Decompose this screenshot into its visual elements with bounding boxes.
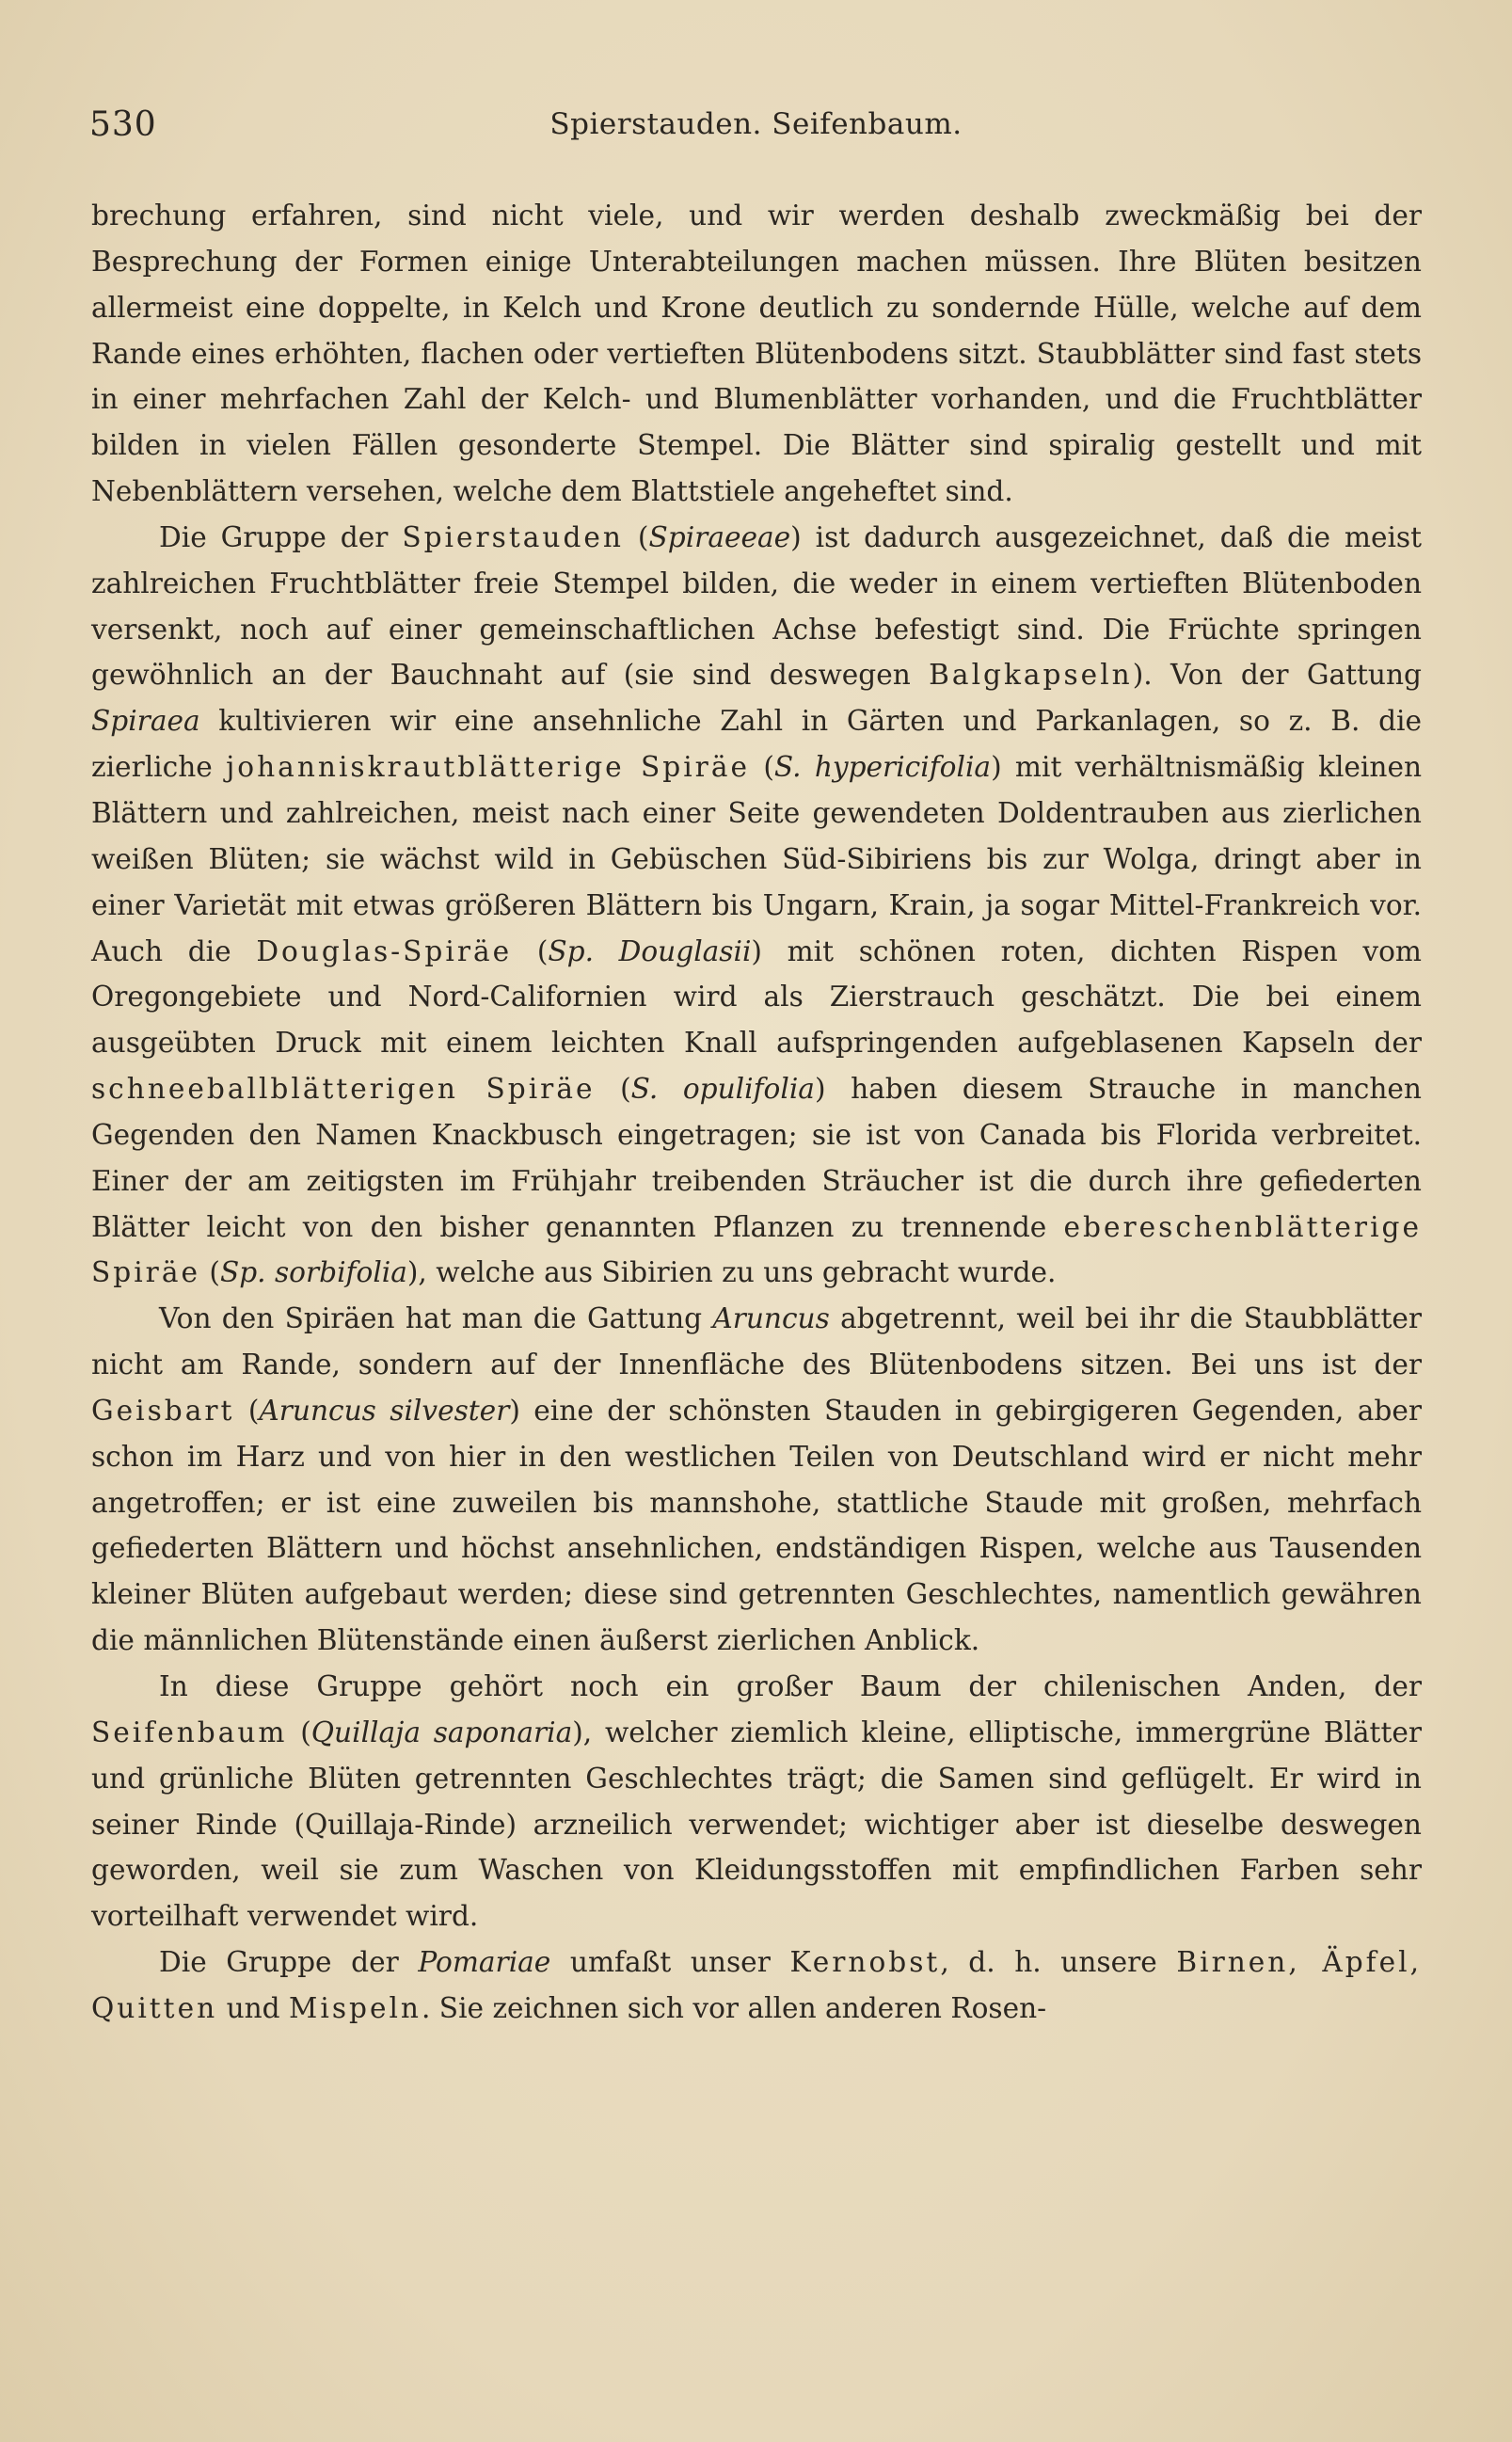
emphasized-term: Balgkapseln <box>929 659 1133 692</box>
paragraph <box>91 193 1422 515</box>
text-run: kultivieren wir eine ansehnliche Zahl in Gärten und Parkanlagen, so z. B. die zierliche <box>91 705 1422 784</box>
text-run: umfaßt unser <box>550 1946 790 1979</box>
page-number: 530 <box>89 105 157 144</box>
text-run: ) mit verhältnismäßig kleinen Blättern und zahlreichen, meist nach einer Seite gewendeten Doldentrauben aus zierlichen weißen Blüten; sie wächst wild in Gebüschen Süd-Sibiriens bis zur Wolga, dringt aber in einer Varietät mit etwas größeren Blättern bis Ungarn, Krain, ja sogar Mittel-Frankreich vor. Auch die <box>91 751 1423 967</box>
latin-name: S. hypericifolia <box>773 751 992 784</box>
text-run: ( <box>750 751 774 784</box>
text-run: , d. h. unsere <box>940 1946 1177 1979</box>
latin-name: Spiraea <box>91 705 200 738</box>
text-run: ( <box>200 1256 220 1289</box>
text-run: ), welche aus Sibirien zu uns gebracht wurde. <box>406 1256 1057 1289</box>
text-run: Die Gruppe der <box>159 1946 419 1979</box>
text-run: . Sie zeichnen sich vor allen anderen Rosen- <box>421 1991 1047 2024</box>
text-run: ), welcher ziemlich kleine, elliptische, immergrüne Blätter und grünliche Blüten getrennten Geschlechtes trägt; die Samen sind geflügelt. Er wird in seiner Rinde (Quillaja-Rinde) arzneilich verwendet; wichtiger aber ist dieselbe deswegen geworden, weil sie zum Waschen von Kleidungsstoffen mit empfindlichen Farben sehr vorteilhaft verwendet wird. <box>91 1716 1422 1933</box>
text-run: ( <box>512 934 549 967</box>
latin-name: Spiraeeae <box>648 520 791 553</box>
text-run: abgetrennt, weil bei ihr die Staubblätter nicht am Rande, sondern auf der Innenfläche des Blütenbodens sitzen. Bei uns ist der <box>91 1302 1422 1381</box>
emphasized-term: Birnen, Äpfel, Quitten <box>91 1946 1422 2024</box>
emphasized-term: Kernobst <box>789 1946 941 1979</box>
paragraph <box>91 1939 1422 2032</box>
latin-name: Quillaja saponaria <box>310 1716 573 1748</box>
latin-name: Aruncus <box>712 1302 830 1335</box>
text-run: In diese Gruppe gehört noch ein großer Baum der chilenischen Anden, der <box>159 1670 1422 1702</box>
paragraph <box>91 1664 1422 1939</box>
text-run: ( <box>595 1073 631 1106</box>
latin-name: Sp. Douglasii <box>548 934 752 967</box>
paragraph <box>91 1296 1422 1664</box>
text-run: und <box>217 1991 290 2024</box>
paragraph <box>91 515 1422 1296</box>
body-text <box>91 193 1422 2032</box>
running-head: Spierstauden. Seifenbaum. <box>549 107 963 141</box>
emphasized-term: Douglas-Spiräe <box>256 934 513 967</box>
text-run: ) mit schönen roten, dichten Rispen vom Oregongebiete und Nord-Californien wird als Zierstrauch geschätzt. Die bei einem ausgeübten Druck mit einem leichten Knall aufspringenden aufgeblasenen Kapseln der <box>91 934 1422 1060</box>
emphasized-term: Geisbart <box>91 1394 235 1427</box>
emphasized-term: Seifenbaum <box>91 1716 288 1748</box>
text-run: brechung erfahren, sind nicht viele, und wir werden deshalb zweckmäßig bei der Besprechung der Formen einige Unterabteilungen machen müssen. Ihre Blüten besitzen allermeist eine doppelte, in Kelch und Krone deutlich zu sondernde Hülle, welche auf dem Rande eines erhöhten, flachen oder vertieften Blütenbodens sitzt. Staubblätter sind fast stets in einer mehrfachen Zahl der Kelch- und Blumenblätter vorhanden, und die Fruchtblätter bilden in vielen Fällen gesonderte Stempel. Die Blätter sind spiralig gestellt und mit Nebenblättern versehen, welche dem Blattstiele angeheftet sind. <box>91 200 1422 508</box>
emphasized-term: Mispeln <box>289 1991 422 2024</box>
text-run: Von den Spiräen hat man die Gattung <box>159 1302 713 1335</box>
emphasized-term: Spierstauden <box>402 520 624 553</box>
emphasized-term: schneeballblätterigen Spiräe <box>91 1073 596 1106</box>
emphasized-term: johanniskrautblätterige Spiräe <box>226 751 750 784</box>
text-run: ) ist dadurch ausgezeichnet, daß die meist zahlreichen Fruchtblätter freie Stempel bilden, die weder in einem vertieften Blütenboden versenkt, noch auf einer gemeinschaftlichen Achse befestigt sind. Die Früchte springen gewöhnlich an der Bauchnaht auf (sie sind deswegen <box>91 520 1423 692</box>
text-run: Die Gruppe der <box>159 520 403 553</box>
latin-name: Pomariae <box>418 1946 551 1979</box>
text-run: ( <box>234 1394 260 1427</box>
text-run: ) haben diesem Strauche in manchen Gegenden den Namen Knackbusch eingetragen; sie ist von Canada bis Florida verbreitet. Einer der am zeitigsten im Frühjahr treibenden Sträucher ist die durch ihre gefiederten Blätter leicht von den bisher genannten Pflanzen zu trennende <box>91 1073 1422 1243</box>
latin-name: Sp. sorbifolia <box>219 1256 407 1289</box>
text-run: ). Von der Gattung <box>1132 659 1422 692</box>
latin-name: Aruncus silvester <box>259 1394 510 1427</box>
text-run: ( <box>624 520 649 553</box>
emphasized-term: ebereschenblätterige Spiräe <box>91 1210 1422 1289</box>
text-run: ) eine der schönsten Stauden in gebirgigeren Gegenden, aber schon im Harz und von hier in den westlichen Teilen von Deutschland wird er nicht mehr angetroffen; er ist eine zuweilen bis mannshohe, stattliche Staude mit großen, mehrfach gefiederten Blättern und höchst ansehnlichen, endständigen Rispen, welche aus Tausenden kleiner Blüten aufgebaut werden; diese sind getrennten Geschlechtes, namentlich gewähren die männlichen Blütenstände einen äußerst zierlichen Anblick. <box>91 1394 1422 1657</box>
latin-name: S. opulifolia <box>630 1073 815 1106</box>
text-run: ( <box>287 1716 311 1748</box>
